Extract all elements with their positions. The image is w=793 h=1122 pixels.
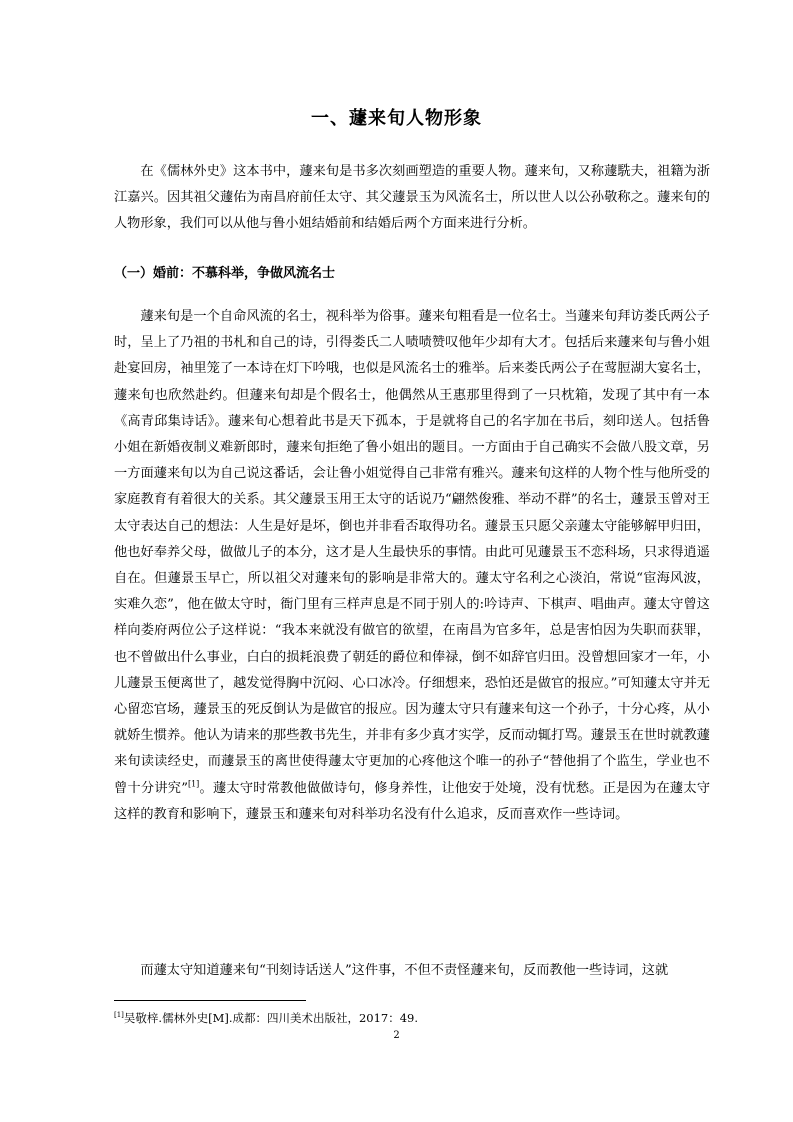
footnote-text: 吴敬梓.儒林外史[M].成都：四川美术出版社，2017：49.	[123, 1011, 419, 1025]
footnote-divider	[114, 1000, 306, 1001]
section-title: 一、蘧来旬人物形象	[311, 108, 482, 129]
footnote	[114, 1010, 418, 1026]
intro-paragraph: 在《儒林外史》这本书中，蘧来旬是书多次刻画塑造的重要人物。蘧来旬，又称蘧駪夫，祖籍为浙江嘉兴。因其祖父蘧佑为南昌府前任太守、其父蘧景玉为风流名士，所以世人以公孙敬称之。蘧来旬的人物形象，我们可以从他与鲁小姐结婚前和结婚后两个方面来进行分析。	[114, 164, 710, 232]
page-number: 2	[393, 1030, 400, 1041]
body-paragraph	[114, 304, 710, 828]
body-paragraph-text-a: 蘧来旬是一个自命风流的名士，视科举为俗事。蘧来旬粗看是一位名士。当蘧来旬拜访娄氏两公子时，呈上了乃祖的书札和自己的诗，引得娄氏二人啧啧赞叹他年少却有大才。包括后来蘧来旬与鲁小姐赴宴回房，袖里笼了一本诗在灯下吟哦，也似是风流名士的雅举。后来娄氏两公子在莺脰湖大宴名士，蘧来旬也欣然赴约。但蘧来旬却是个假名士，他偶然从王惠那里得到了一只枕箱，发现了其中有一本《高青邱集诗话》。蘧来旬心想着此书是天下孤本，于是就将自己的名字加在书后，刻印送人。包括鲁小姐在新婚夜制义难新郎时，蘧来旬拒绝了鲁小姐出的题目。一方面由于自己确实不会做八股文章，另一方面蘧来旬以为自己说这番话，会让鲁小姐觉得自己非常有雅兴。蘧来旬这样的人物个性与他所受的家庭教育有着很大的关系。其父蘧景玉用王太守的话说乃“翩然俊雅、举动不群”的名士，蘧景玉曾对王太守表达自己的想法：人生是好是坏，倒也并非看否取得功名。蘧景玉只愿父亲蘧太守能够解甲归田，他也好奉养父母，做做儿子的本分，这才是人生最快乐的事情。由此可见蘧景玉不恋科场，只求得逍遥自在。但蘧景玉早亡，所以祖父对蘧来旬的影响是非常大的。蘧太守名利之心淡泊，常说“宦海风波，实难久恋”，他在做太守时，衙门里有三样声息是不同于别人的:吟诗声、下棋声、唱曲声。蘧太守曾这样向娄府两位公子这样说：“我本来就没有做官的欲望，在南昌为官多年，总是害怕因为失职而获罪，也不曾做出什么事业，白白的损耗浪费了朝廷的爵位和俸禄，倒不如辞官归田。没曾想回家才一年，小儿蘧景玉便离世了，越发觉得胸中沉闷、心口冰冷。仔细想来，恐怕还是做官的报应。”可知蘧太守并无心留恋官场，蘧景玉的死反倒认为是做官的报应。因为蘧太守只有蘧来旬这一个孙子，十分心疼，从小就娇生惯养。他认为请来的那些教书先生，并非有多少真才实学，反而动辄打骂。蘧景玉在世时就教蘧来旬读读经史，而蘧景玉的离世使得蘧太守更加的心疼他这个唯一的孙子“替他捐了个监生，学业也不曾十分讲究”	[114, 309, 710, 796]
footnote-mark: [1]	[114, 1011, 124, 1020]
subsection-heading: （一）婚前：不慕科举，争做风流名士	[114, 266, 336, 281]
continuation-paragraph: 而蘧太守知道蘧来旬“刊刻诗话送人”这件事，不但不责怪蘧来旬，反而教他一些诗词，这就	[140, 963, 669, 978]
body-paragraph-text-b: 。蘧太守时常教他做做诗句，修身养性，让他安于处境，没有忧愁。正是因为在蘧太守这样的教育和影响下，蘧景玉和蘧来旬对科举功名没有什么追求，反而喜欢作一些诗词。	[114, 780, 711, 822]
citation-mark: [1]	[187, 779, 200, 789]
